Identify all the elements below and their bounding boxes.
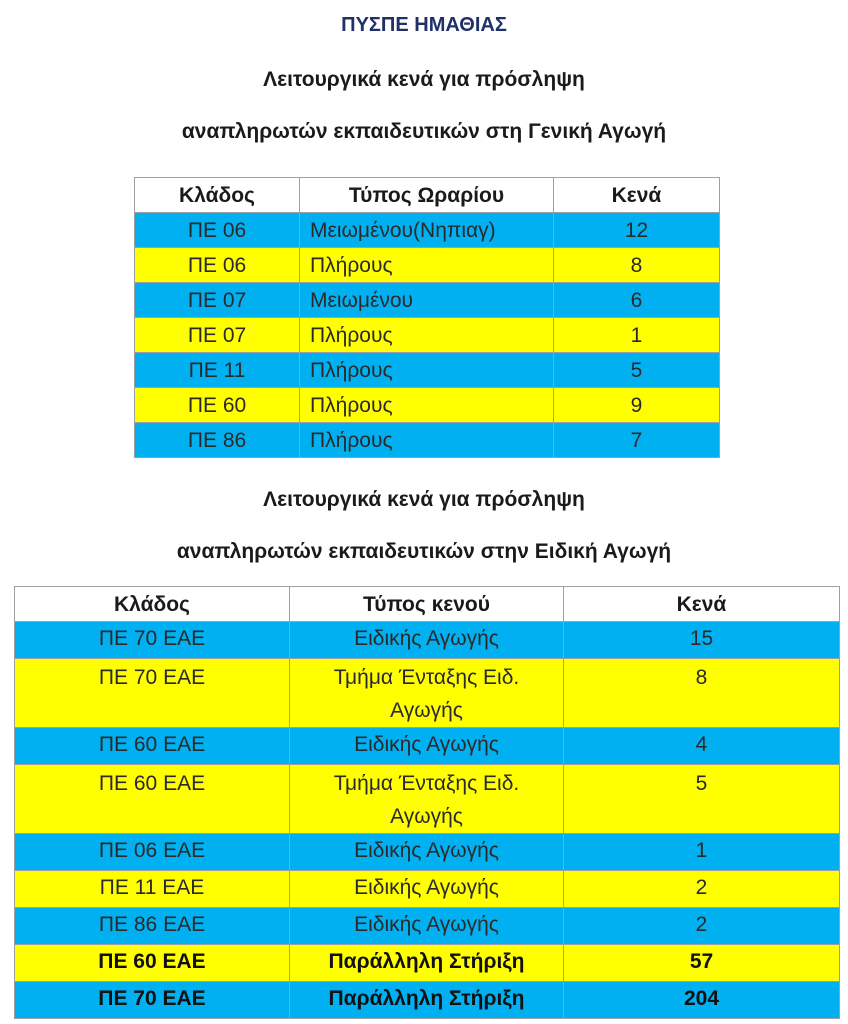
cell-typos-orariou: Μειωμένου(Νηπιαγ) [300, 213, 554, 248]
cell-typos-line1: Ειδικής Αγωγής [354, 733, 499, 756]
cell-typos-line1: Τμήμα Ένταξης Ειδ. [333, 666, 520, 689]
cell-typos-line1: Τμήμα Ένταξης Ειδ. [333, 772, 520, 795]
table-row [15, 659, 840, 728]
cell-klados: ΠΕ 60 ΕΑΕ [15, 765, 290, 834]
table-row [135, 213, 720, 248]
table-row [135, 423, 720, 458]
cell-typos-kenou [290, 908, 564, 945]
cell-typos-orariou: Μειωμένου [300, 283, 554, 318]
cell-typos-orariou: Πλήρους [300, 318, 554, 353]
page-title: ΠΥΣΠΕ ΗΜΑΘΙΑΣ [341, 14, 507, 36]
cell-klados: ΠΕ 60 ΕΑΕ [15, 945, 290, 982]
cell-typos-line1: Ειδικής Αγωγής [354, 913, 499, 936]
column-header-klados: Κλάδος [135, 178, 300, 213]
cell-klados: ΠΕ 70 ΕΑΕ [15, 622, 290, 659]
general-heading-line1: Λειτουργικά κενά για πρόσληψη [263, 68, 585, 91]
column-header-typos-orariou: Τύπος Ωραρίου [300, 178, 554, 213]
table-row [15, 622, 840, 659]
table-row [15, 728, 840, 765]
cell-typos-orariou: Πλήρους [300, 248, 554, 283]
table-row [135, 388, 720, 423]
cell-klados: ΠΕ 07 [135, 283, 300, 318]
table-row [15, 945, 840, 982]
cell-typos-kenou [290, 945, 564, 982]
cell-typos-kenou [290, 728, 564, 765]
table-row [15, 834, 840, 871]
cell-typos-line1: Ειδικής Αγωγής [354, 627, 499, 650]
cell-typos-kenou [290, 834, 564, 871]
column-header-kena: Κενά [554, 178, 720, 213]
cell-klados: ΠΕ 70 ΕΑΕ [15, 659, 290, 728]
cell-klados: ΠΕ 07 [135, 318, 300, 353]
special-vacancies-table [14, 586, 840, 1019]
general-vacancies-table [134, 177, 720, 458]
cell-kena: 7 [554, 423, 720, 458]
cell-klados: ΠΕ 70 ΕΑΕ [15, 982, 290, 1019]
special-heading-line2: αναπληρωτών εκπαιδευτικών στην Ειδική Αγωγή [176, 540, 672, 563]
cell-klados: ΠΕ 60 [135, 388, 300, 423]
cell-typos-kenou [290, 765, 564, 834]
cell-kena: 57 [564, 945, 840, 982]
cell-klados: ΠΕ 11 [135, 353, 300, 388]
table-row [15, 908, 840, 945]
cell-typos-kenou [290, 871, 564, 908]
cell-typos-kenou [290, 982, 564, 1019]
cell-typos-line1: Ειδικής Αγωγής [354, 839, 499, 862]
cell-kena: 204 [564, 982, 840, 1019]
cell-kena: 4 [564, 728, 840, 765]
cell-kena: 5 [564, 765, 840, 834]
table-row [135, 248, 720, 283]
table-row [15, 871, 840, 908]
cell-klados: ΠΕ 11 ΕΑΕ [15, 871, 290, 908]
table-header-row [135, 178, 720, 213]
cell-kena: 5 [554, 353, 720, 388]
table-row [15, 765, 840, 834]
cell-kena: 2 [564, 871, 840, 908]
cell-kena: 9 [554, 388, 720, 423]
cell-klados: ΠΕ 06 [135, 213, 300, 248]
cell-klados: ΠΕ 06 [135, 248, 300, 283]
column-header-typos-kenou: Τύπος κενού [290, 587, 564, 622]
cell-kena: 2 [564, 908, 840, 945]
table-row [135, 283, 720, 318]
cell-typos-line1: Παράλληλη Στήριξη [328, 987, 525, 1010]
cell-kena: 6 [554, 283, 720, 318]
cell-klados: ΠΕ 86 [135, 423, 300, 458]
cell-typos-line1: Παράλληλη Στήριξη [328, 950, 525, 973]
general-heading-line2: αναπληρωτών εκπαιδευτικών στη Γενική Αγωγή [181, 120, 667, 143]
cell-klados: ΠΕ 60 ΕΑΕ [15, 728, 290, 765]
cell-klados: ΠΕ 86 ΕΑΕ [15, 908, 290, 945]
column-header-kena: Κενά [564, 587, 840, 622]
cell-kena: 12 [554, 213, 720, 248]
cell-klados: ΠΕ 06 ΕΑΕ [15, 834, 290, 871]
cell-typos-kenou [290, 622, 564, 659]
cell-typos-orariou: Πλήρους [300, 353, 554, 388]
cell-kena: 1 [554, 318, 720, 353]
cell-typos-line2: Αγωγής [390, 699, 463, 722]
table-row [15, 982, 840, 1019]
cell-kena: 8 [564, 659, 840, 728]
table-row [135, 353, 720, 388]
table-row [135, 318, 720, 353]
cell-typos-orariou: Πλήρους [300, 388, 554, 423]
cell-kena: 1 [564, 834, 840, 871]
cell-kena: 8 [554, 248, 720, 283]
cell-typos-kenou [290, 659, 564, 728]
cell-typos-line1: Ειδικής Αγωγής [354, 876, 499, 899]
special-heading-line1: Λειτουργικά κενά για πρόσληψη [263, 488, 585, 511]
cell-typos-line2: Αγωγής [390, 805, 463, 828]
table-header-row [15, 587, 840, 622]
column-header-klados: Κλάδος [15, 587, 290, 622]
cell-kena: 15 [564, 622, 840, 659]
cell-typos-orariou: Πλήρους [300, 423, 554, 458]
